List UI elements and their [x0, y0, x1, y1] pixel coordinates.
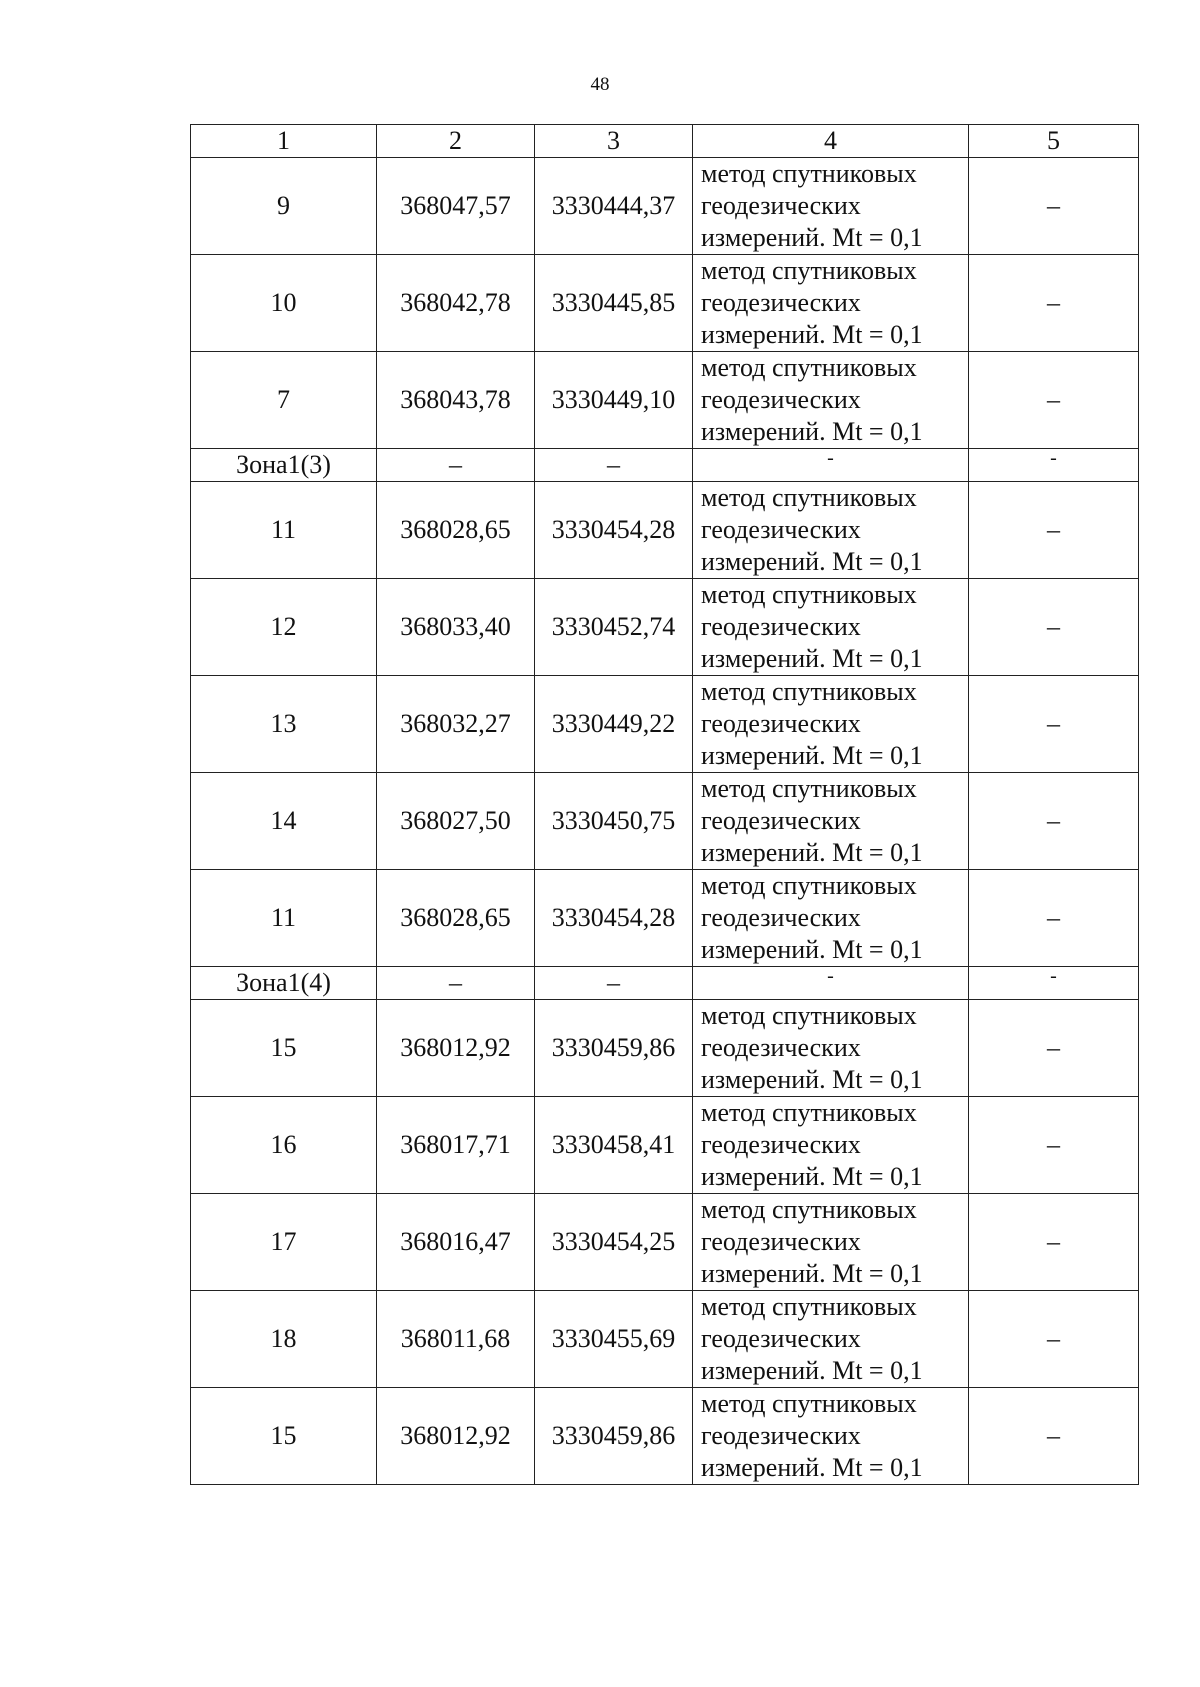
zone-row: [191, 449, 1139, 482]
point-row: [191, 1291, 1139, 1388]
coordinate-x: 368012,92: [377, 1000, 535, 1097]
method-description: [693, 1097, 969, 1194]
page-number: 48: [590, 74, 610, 95]
note-dash: –: [969, 1388, 1139, 1485]
point-row: [191, 773, 1139, 870]
method-line: метод спутниковых: [701, 677, 917, 706]
method-description: [693, 255, 969, 352]
method-line: геодезических: [701, 612, 861, 641]
method-line: измерений. Mt = 0,1: [701, 1356, 923, 1385]
coordinate-y: 3330449,22: [535, 676, 693, 773]
point-number: 17: [191, 1194, 377, 1291]
method-description: [693, 352, 969, 449]
method-description: [693, 676, 969, 773]
method-line: измерений. Mt = 0,1: [701, 547, 923, 576]
method-line: измерений. Mt = 0,1: [701, 1065, 923, 1094]
method-line: метод спутниковых: [701, 159, 917, 188]
coordinate-y: 3330459,86: [535, 1388, 693, 1485]
coordinate-x: 368011,68: [377, 1291, 535, 1388]
note-dash: –: [969, 773, 1139, 870]
coordinate-y: 3330454,25: [535, 1194, 693, 1291]
note-dash: –: [969, 1291, 1139, 1388]
coordinate-x: 368042,78: [377, 255, 535, 352]
point-number: 15: [191, 1000, 377, 1097]
method-line: геодезических: [701, 191, 861, 220]
header-cell-5: 5: [969, 125, 1139, 158]
coordinate-x: 368016,47: [377, 1194, 535, 1291]
method-line: геодезических: [701, 1033, 861, 1062]
method-line: геодезических: [701, 709, 861, 738]
zone-y-dash: –: [535, 967, 693, 1000]
coordinate-x: 368043,78: [377, 352, 535, 449]
method-line: геодезических: [701, 806, 861, 835]
point-row: [191, 352, 1139, 449]
point-number: 9: [191, 158, 377, 255]
point-row: [191, 579, 1139, 676]
header-cell-1: 1: [191, 125, 377, 158]
point-row: [191, 1388, 1139, 1485]
method-line: метод спутниковых: [701, 1098, 917, 1127]
method-line: метод спутниковых: [701, 774, 917, 803]
point-number: 7: [191, 352, 377, 449]
coordinate-y: 3330455,69: [535, 1291, 693, 1388]
coordinate-x: 368028,65: [377, 870, 535, 967]
method-description: [693, 1000, 969, 1097]
note-dash: –: [969, 579, 1139, 676]
point-row: [191, 676, 1139, 773]
zone-label: Зона1(4): [191, 967, 377, 1000]
method-line: геодезических: [701, 515, 861, 544]
coordinate-y: 3330445,85: [535, 255, 693, 352]
header-cell-3: 3: [535, 125, 693, 158]
point-row: [191, 482, 1139, 579]
method-line: геодезических: [701, 1227, 861, 1256]
point-number: 11: [191, 870, 377, 967]
coordinate-x: 368027,50: [377, 773, 535, 870]
point-number: 11: [191, 482, 377, 579]
point-row: [191, 255, 1139, 352]
note-dash: –: [969, 1194, 1139, 1291]
note-dash: –: [969, 482, 1139, 579]
coordinates-table: [190, 124, 1139, 1485]
note-dash: –: [969, 255, 1139, 352]
method-line: геодезических: [701, 903, 861, 932]
zone-y-dash: –: [535, 449, 693, 482]
point-row: [191, 158, 1139, 255]
method-line: метод спутниковых: [701, 1389, 917, 1418]
coordinates-table-body: [191, 125, 1139, 1485]
note-dash: –: [969, 676, 1139, 773]
method-line: метод спутниковых: [701, 1292, 917, 1321]
method-line: метод спутниковых: [701, 353, 917, 382]
method-description: [693, 482, 969, 579]
note-dash: –: [969, 1000, 1139, 1097]
method-line: измерений. Mt = 0,1: [701, 838, 923, 867]
note-dash: –: [969, 352, 1139, 449]
method-line: геодезических: [701, 288, 861, 317]
coordinate-y: 3330449,10: [535, 352, 693, 449]
method-line: измерений. Mt = 0,1: [701, 935, 923, 964]
point-row: [191, 870, 1139, 967]
method-line: измерений. Mt = 0,1: [701, 223, 923, 252]
coordinate-y: 3330450,75: [535, 773, 693, 870]
coordinate-x: 368033,40: [377, 579, 535, 676]
method-description: [693, 1291, 969, 1388]
method-description: [693, 158, 969, 255]
method-line: измерений. Mt = 0,1: [701, 1162, 923, 1191]
coordinate-y: 3330444,37: [535, 158, 693, 255]
header-cell-4: 4: [693, 125, 969, 158]
method-line: измерений. Mt = 0,1: [701, 644, 923, 673]
method-description: [693, 870, 969, 967]
note-dash: –: [969, 870, 1139, 967]
point-number: 14: [191, 773, 377, 870]
method-line: измерений. Mt = 0,1: [701, 1259, 923, 1288]
coordinate-y: 3330452,74: [535, 579, 693, 676]
point-number: 12: [191, 579, 377, 676]
point-row: [191, 1194, 1139, 1291]
method-line: измерений. Mt = 0,1: [701, 417, 923, 446]
method-description: [693, 773, 969, 870]
coordinate-x: 368012,92: [377, 1388, 535, 1485]
zone-method-mark: -: [693, 967, 969, 1000]
note-dash: –: [969, 1097, 1139, 1194]
zone-label: Зона1(3): [191, 449, 377, 482]
method-line: метод спутниковых: [701, 580, 917, 609]
coordinate-x: 368028,65: [377, 482, 535, 579]
method-line: геодезических: [701, 1421, 861, 1450]
method-line: геодезических: [701, 1324, 861, 1353]
coordinate-x: 368017,71: [377, 1097, 535, 1194]
method-line: геодезических: [701, 1130, 861, 1159]
method-line: геодезических: [701, 385, 861, 414]
zone-note-mark: -: [969, 449, 1139, 482]
coordinate-y: 3330459,86: [535, 1000, 693, 1097]
method-line: метод спутниковых: [701, 256, 917, 285]
coordinate-y: 3330458,41: [535, 1097, 693, 1194]
zone-x-dash: –: [377, 967, 535, 1000]
method-line: измерений. Mt = 0,1: [701, 320, 923, 349]
coordinate-x: 368047,57: [377, 158, 535, 255]
zone-method-mark: -: [693, 449, 969, 482]
method-line: измерений. Mt = 0,1: [701, 741, 923, 770]
coordinate-x: 368032,27: [377, 676, 535, 773]
method-description: [693, 1194, 969, 1291]
point-number: 15: [191, 1388, 377, 1485]
coordinate-y: 3330454,28: [535, 482, 693, 579]
point-number: 10: [191, 255, 377, 352]
method-line: метод спутниковых: [701, 1195, 917, 1224]
table-header-row: [191, 125, 1139, 158]
coordinate-y: 3330454,28: [535, 870, 693, 967]
point-row: [191, 1000, 1139, 1097]
point-number: 18: [191, 1291, 377, 1388]
zone-note-mark: -: [969, 967, 1139, 1000]
method-line: метод спутниковых: [701, 483, 917, 512]
method-line: метод спутниковых: [701, 1001, 917, 1030]
point-number: 16: [191, 1097, 377, 1194]
note-dash: –: [969, 158, 1139, 255]
method-line: метод спутниковых: [701, 871, 917, 900]
method-description: [693, 579, 969, 676]
method-line: измерений. Mt = 0,1: [701, 1453, 923, 1482]
zone-x-dash: –: [377, 449, 535, 482]
point-row: [191, 1097, 1139, 1194]
method-description: [693, 1388, 969, 1485]
zone-row: [191, 967, 1139, 1000]
header-cell-2: 2: [377, 125, 535, 158]
point-number: 13: [191, 676, 377, 773]
